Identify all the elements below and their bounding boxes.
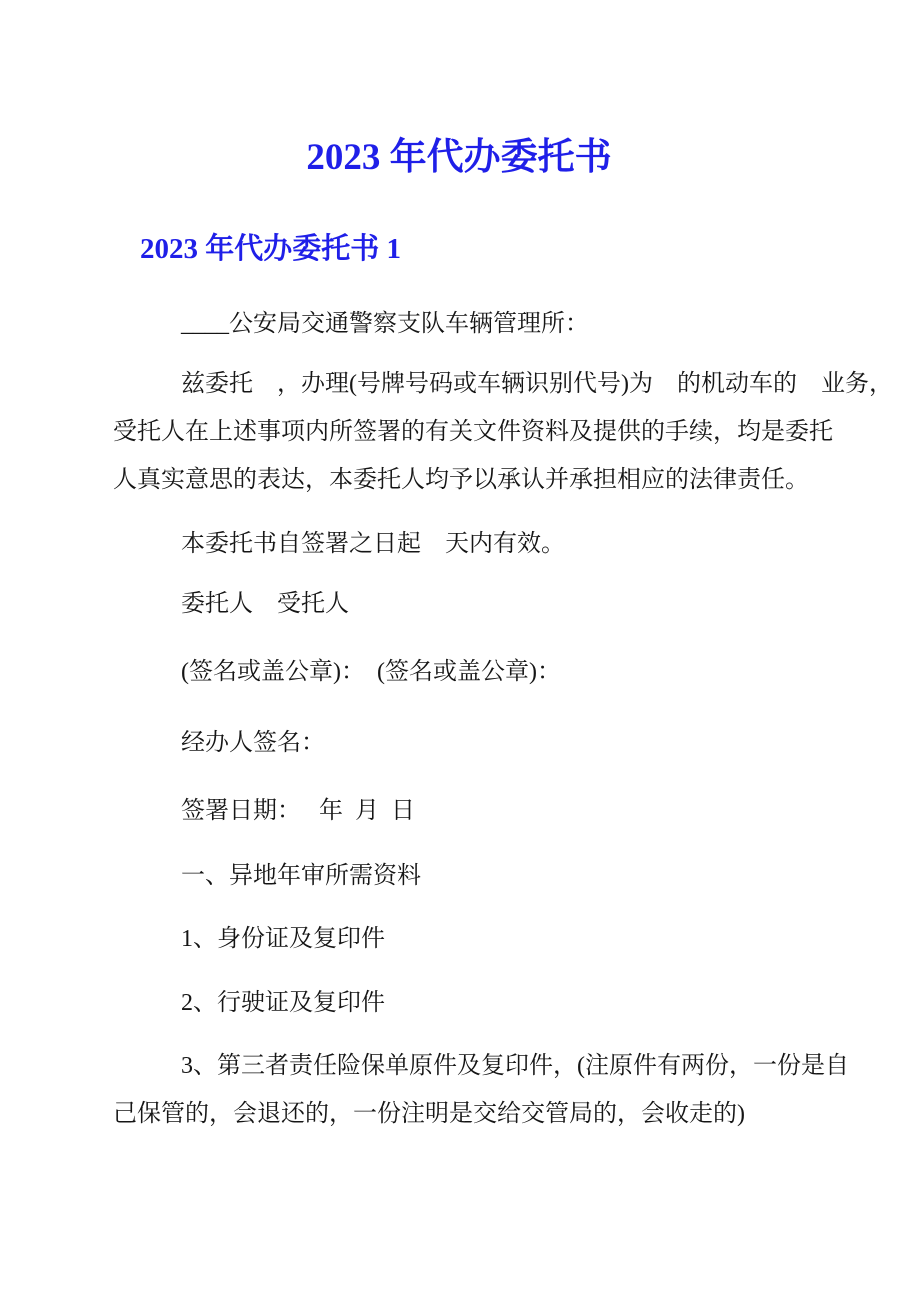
paragraph-line: 受托人在上述事项内所签署的有关文件资料及提供的手续，均是委托 <box>113 419 833 445</box>
paragraph-line: 本委托书自签署之日起 天内有效。 <box>181 531 565 557</box>
section-heading: 2023 年代办委托书 1 <box>140 233 402 265</box>
paragraph-salutation <box>113 300 805 348</box>
paragraph-line: (签名或盖公章)： (签名或盖公章)： <box>181 659 561 685</box>
paragraph-line: 1、身份证及复印件 <box>181 926 385 952</box>
paragraph-line: 2、行驶证及复印件 <box>181 990 385 1016</box>
paragraph-handler-signature <box>113 719 805 767</box>
paragraph-section-one-heading <box>113 852 805 900</box>
document-body <box>113 300 893 1138</box>
paragraph-item-3 <box>113 1042 849 1138</box>
paragraph-line: 经办人签名： <box>181 730 325 756</box>
paragraph-item-1 <box>113 915 805 963</box>
document-title: 2023 年代办委托书 <box>306 137 612 178</box>
paragraph-item-2 <box>113 979 805 1027</box>
paragraph-validity <box>113 520 805 568</box>
paragraph-line: 己保管的，会退还的，一份注明是交给交管局的，会收走的) <box>113 1101 745 1127</box>
paragraph-line: 一、异地年审所需资料 <box>181 863 421 889</box>
paragraph-parties <box>113 580 805 628</box>
paragraph-line: ____公安局交通警察支队车辆管理所： <box>181 311 589 337</box>
paragraph-signing-date <box>113 787 805 835</box>
paragraph-signature-seal <box>113 648 805 696</box>
paragraph-entrustment <box>113 360 893 504</box>
paragraph-line: 兹委托 ，办理(号牌号码或车辆识别代号)为 的机动车的 业务， <box>181 371 893 397</box>
paragraph-line: 3、第三者责任险保单原件及复印件，(注原件有两份，一份是自 <box>181 1053 849 1079</box>
paragraph-line: 签署日期： 年 月 日 <box>181 798 415 824</box>
paragraph-line: 人真实意思的表达，本委托人均予以承认并承担相应的法律责任。 <box>113 467 809 493</box>
paragraph-line: 委托人 受托人 <box>181 591 349 617</box>
